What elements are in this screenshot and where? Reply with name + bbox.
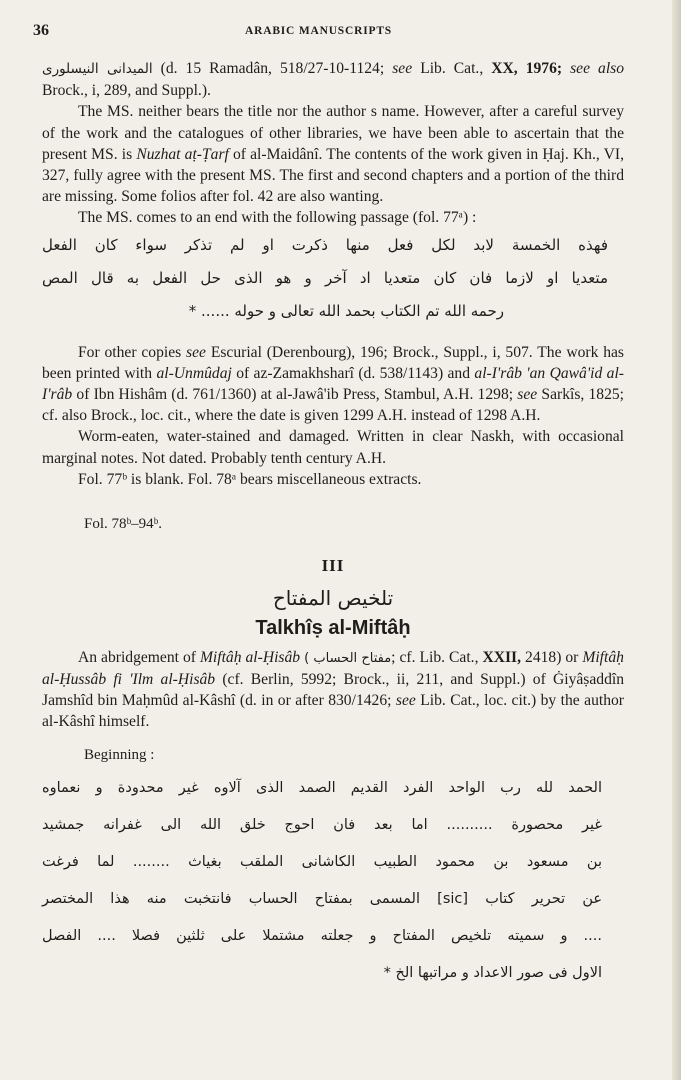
- title-english: Talkhîṣ al-Miftâḥ: [255, 616, 411, 639]
- ending-intro: The MS. comes to an end with the following passage (fol. 77ᵃ) :: [78, 209, 477, 227]
- title-arabic: تلخيص المفتاح: [272, 586, 394, 611]
- page-header: [33, 22, 633, 42]
- other-copies-text-a: For other copies: [78, 343, 182, 361]
- page-body: [42, 58, 624, 992]
- description-text-a: The MS. neither bears the title nor the author s name. However, after a careful survey of the work and the catalogues of other libraries, we have been able to ascertain that the present MS. is: [42, 103, 624, 163]
- work-title: al-I'râb 'an Qawâ'id al-I'râb: [42, 364, 624, 404]
- see-word: see: [517, 386, 538, 404]
- arabic-title-inline: ( مفتاح الحساب: [304, 650, 392, 666]
- author-dates: (d. 15 Ramadân, 518/27-10-1124;: [160, 60, 385, 77]
- arabic-beginning-line: عن تحرير كتاب [sic] المسمى بمفتاح الحساب فانتخبت منه هذا المختصر: [42, 890, 603, 907]
- page-number: 36: [33, 22, 49, 39]
- running-head: ARABIC MANUSCRIPTS: [245, 25, 392, 37]
- paragraph-folio-note: Fol. 77ᵇ is blank. Fol. 78ᵃ bears miscellaneous extracts.: [78, 470, 422, 488]
- arabic-beginning-line: غير محصورة .......... اما بعد فان احوج خلق الله الى غفرانه جمشيد: [42, 816, 602, 833]
- arabic-beginning-line: الحمد لله رب الواحد الفرد القديم الصمد الذى آلاوه غير محدودة و نعماوه: [42, 779, 602, 796]
- other-copies-text-d: of Ibn Hishâm (d. 761/1360) at al-Jawâ'ib Press, Stambul, A.H. 1298;: [76, 386, 514, 404]
- brock-ref: Brock., i, 289, and Suppl.).: [42, 82, 211, 100]
- work-title: Nuzhat aṭ-Ṭarf: [136, 145, 229, 163]
- folio-range: Fol. 78ᵇ–94ᵇ.: [84, 516, 163, 533]
- abridgement-text-d: (cf. Berlin, 5992; Brock., ii, 211, and Suppl.) of Ġiyâṣaddîn Jamshîd bin Maḥmûd al-Kâshî (d. in or after 830/1426;: [42, 671, 625, 710]
- see-also-word: see also: [570, 60, 625, 77]
- beginning-label: Beginning :: [84, 746, 155, 763]
- arabic-ending-line: فهذه الخمسة لابد لكل فعل منها ذكرت او لم تذكر سواء كان الفعل: [42, 235, 608, 254]
- paragraph-other-copies: [42, 342, 624, 427]
- work-title: Miftâḥ al-Ḥussâb fi 'Ilm al-Ḥisâb: [42, 648, 624, 689]
- abridgement-text-a: An abridgement of: [78, 648, 196, 666]
- see-word: see: [392, 60, 413, 77]
- abridgement-text-e: Lib. Cat., loc. cit.) by the author al-Kâshî himself.: [42, 692, 624, 731]
- section-number: III: [321, 556, 345, 576]
- paragraph-description: [42, 101, 624, 207]
- arabic-beginning-line: الاول فى صور الاعداد و مراتبها الخ *: [383, 964, 602, 981]
- lib-cat-ref: Lib. Cat.,: [420, 60, 484, 77]
- see-word: see: [186, 343, 206, 361]
- paragraph-condition: Worm-eaten, water-stained and damaged. Written in clear Naskh, with occasional marginal notes. Not dated. Probably tenth century A.H.: [42, 428, 624, 467]
- author-line: [42, 58, 624, 101]
- arabic-ending-line: رحمه الله تم الكتاب بحمد الله تعالى و حوله ...... *: [188, 301, 504, 320]
- abridgement-text-c: 2418) or: [525, 648, 579, 666]
- description-text-b: of al-Maidânî. The contents of the work given in Ḥaj. Kh., VI, 327, fully agree with the present MS. The first and second chapters and a portion of the third are missing. Some folios after fol. 42 are also wanting.: [42, 145, 624, 206]
- arabic-beginning-line: .... و سميته تلخيص المفتاح و جعلته مشتملا على ثلثين فصلا .... الفصل: [42, 927, 602, 944]
- lib-cat-number: XXII,: [482, 648, 522, 666]
- page-edge: [672, 0, 681, 1080]
- see-word: see: [395, 692, 416, 710]
- arabic-beginning-line: بن مسعود بن محمود الطبيب الكاشانى الملقب بغياث ........ لما فرغت: [42, 853, 602, 870]
- paragraph-abridgement: [42, 647, 624, 733]
- work-title: Miftâḥ al-Ḥisâb: [199, 648, 301, 666]
- author-arabic: الميدانى النيسلورى: [42, 61, 153, 77]
- lib-cat-number: XX, 1976;: [491, 60, 563, 77]
- arabic-ending-line: متعديا او لازما فان كان متعديا اد آخر و هو الذى حل الفعل به قال المص: [42, 268, 608, 287]
- other-copies-text-c: of az-Zamakhsharî (d. 538/1143) and: [236, 364, 471, 382]
- abridgement-text-b: ; cf. Lib. Cat.,: [391, 648, 479, 666]
- other-copies-text-b: Escurial (Derenbourg), 196; Brock., Suppl., i, 507. The work has been printed with: [42, 343, 624, 382]
- work-title: al-Unmûdaj: [156, 364, 232, 382]
- other-copies-text-e: Sarkîs, 1825; cf. also Brock., loc. cit., where the date is given 1299 A.H. instead of 1298 A.H.: [42, 386, 624, 425]
